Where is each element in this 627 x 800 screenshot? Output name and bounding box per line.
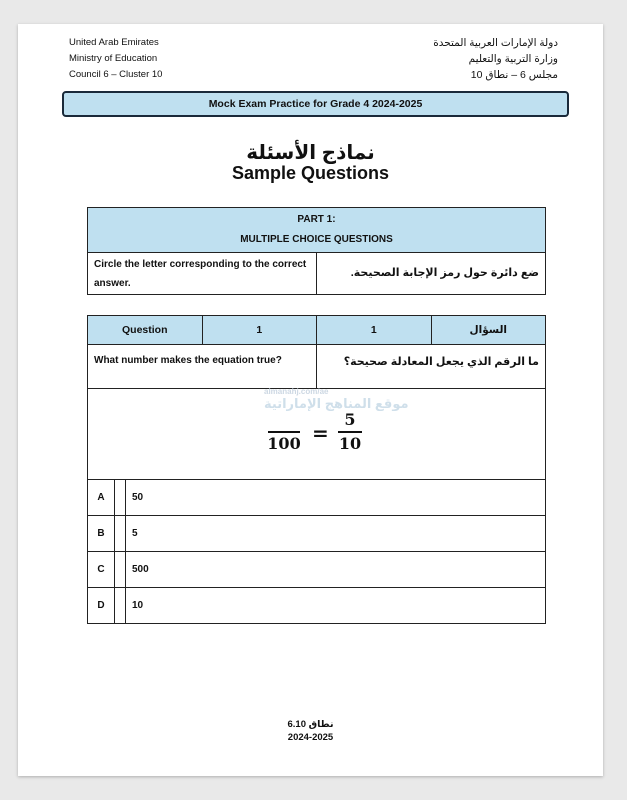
question-label-en: Question — [88, 316, 203, 344]
part-label: PART 1: — [297, 214, 336, 225]
option-b[interactable] — [88, 516, 545, 552]
fraction-right-numerator: 5 — [344, 410, 356, 429]
question-text-ar: ما الرقم الذي يجعل المعادلة صحيحة؟ — [343, 356, 539, 368]
header-left — [69, 35, 162, 83]
question-1-table — [87, 315, 546, 624]
part-1-box — [87, 207, 546, 295]
equation-area — [88, 389, 545, 480]
option-value: 5 — [132, 528, 138, 539]
option-letter: B — [88, 516, 115, 551]
page-footer — [18, 718, 603, 744]
council-en: Council 6 – Cluster 10 — [69, 69, 163, 80]
question-text-row — [88, 345, 545, 389]
header-right — [433, 35, 558, 83]
option-a[interactable] — [88, 480, 545, 516]
instruction-row — [88, 253, 545, 294]
option-letter: C — [88, 552, 115, 587]
option-value: 500 — [132, 564, 149, 575]
country-ar: دولة الإمارات العربية المتحدة — [433, 37, 558, 49]
title-english: Sample Questions — [231, 163, 390, 183]
part-header — [88, 208, 545, 253]
instruction-en: Circle the letter corresponding to the correct answer. — [88, 253, 317, 294]
watermark-url: almanahj.com/ae — [264, 387, 329, 396]
option-d[interactable] — [88, 588, 545, 623]
option-letter: D — [88, 588, 115, 623]
fraction-right — [338, 409, 362, 455]
footer-cluster: نطاق 6.10 — [287, 719, 334, 730]
option-value: 50 — [132, 492, 144, 503]
fraction-left — [268, 409, 300, 455]
option-value: 10 — [132, 600, 144, 611]
watermark-text: موقع المناهج الإماراتية — [264, 396, 409, 411]
council-ar: مجلس 6 – نطاق 10 — [470, 69, 558, 81]
question-text-en: What number makes the equation true? — [88, 345, 317, 388]
equals-sign: = — [312, 421, 329, 445]
question-number-ar: 1 — [317, 316, 432, 344]
option-c[interactable] — [88, 552, 545, 588]
ministry-en: Ministry of Education — [69, 53, 158, 64]
country-en: United Arab Emirates — [69, 37, 159, 48]
option-letter: A — [88, 480, 115, 515]
part-subtitle: MULTIPLE CHOICE QUESTIONS — [240, 234, 393, 245]
fraction-right-denominator: 10 — [338, 434, 362, 453]
title-arabic: نماذج الأسئلة — [246, 142, 375, 164]
question-number-en: 1 — [203, 316, 318, 344]
ministry-ar: وزارة التربية والتعليم — [468, 53, 558, 65]
exam-banner: Mock Exam Practice for Grade 4 2024-2025 — [62, 91, 569, 117]
question-header-row — [88, 316, 545, 345]
exam-page — [18, 24, 603, 776]
question-label-ar: السؤال — [469, 324, 508, 336]
fraction-left-denominator: 100 — [267, 434, 301, 453]
instruction-ar: ضع دائرة حول رمز الإجابة الصحيحة. — [350, 267, 539, 279]
footer-year: 2024-2025 — [287, 732, 334, 743]
